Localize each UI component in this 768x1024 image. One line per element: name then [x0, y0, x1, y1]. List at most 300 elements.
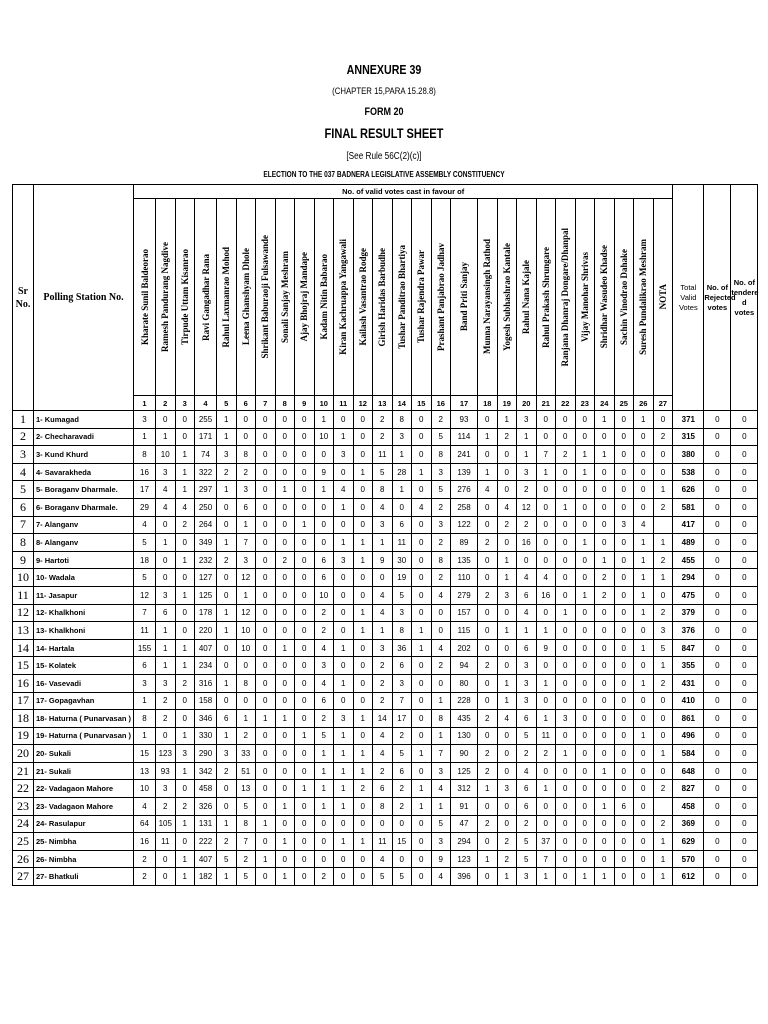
vote-count: 290 [195, 745, 217, 763]
candidate-name: Kailash Vasantrao Rodge [357, 248, 368, 346]
vote-count: 0 [478, 798, 498, 816]
vote-count: 4 [478, 481, 498, 499]
candidate-header [451, 199, 478, 396]
vote-count: 1 [175, 850, 195, 868]
vote-count: 8 [134, 446, 156, 464]
vote-count: 0 [353, 516, 373, 534]
vote-count: 1 [217, 411, 237, 429]
vote-count: 1 [431, 692, 451, 710]
vote-count: 2 [353, 780, 373, 798]
total-valid-votes: 538 [673, 463, 704, 481]
vote-count: 312 [451, 780, 478, 798]
vote-count: 3 [217, 446, 237, 464]
candidate-name: Tushar Panditrao Bhartiya [396, 244, 407, 350]
election-title: ELECTION TO THE 037 BADNERA LEGISLATIVE ASSEMBLY CONSTITUENCY [263, 170, 505, 179]
vote-count: 1 [334, 762, 354, 780]
candidate-name: Tushar Rajendra Pawar [416, 250, 427, 344]
total-valid-votes: 612 [673, 868, 704, 886]
vote-count: 3 [517, 411, 537, 429]
vote-count: 0 [614, 428, 634, 446]
vote-count: 0 [334, 850, 354, 868]
vote-count: 1 [653, 657, 673, 675]
tendered-votes: 0 [731, 798, 758, 816]
votes-banner: No. of valid votes cast in favour of [134, 185, 673, 199]
vote-count: 4 [334, 481, 354, 499]
vote-count: 2 [134, 868, 156, 886]
vote-count: 0 [478, 692, 498, 710]
vote-count: 1 [217, 868, 237, 886]
polling-station-name: 9- Hartoti [34, 551, 134, 569]
tendered-votes: 0 [731, 446, 758, 464]
total-valid-votes: 629 [673, 833, 704, 851]
vote-count: 5 [653, 639, 673, 657]
vote-count: 407 [195, 850, 217, 868]
vote-count: 2 [517, 481, 537, 499]
vote-count: 1 [334, 639, 354, 657]
vote-count: 1 [634, 534, 654, 552]
vote-count: 0 [175, 569, 195, 587]
vote-count: 1 [156, 622, 176, 640]
candidate-header [412, 199, 432, 396]
vote-count: 4 [373, 727, 393, 745]
vote-count: 0 [295, 657, 315, 675]
column-number: 20 [517, 396, 537, 411]
vote-count: 11 [373, 446, 393, 464]
vote-count: 1 [156, 639, 176, 657]
vote-count: 0 [614, 411, 634, 429]
vote-count: 0 [334, 463, 354, 481]
vote-count: 0 [256, 604, 276, 622]
vote-count: 1 [334, 727, 354, 745]
vote-count: 2 [478, 586, 498, 604]
serial-number: 25 [13, 833, 34, 851]
serial-number: 23 [13, 798, 34, 816]
vote-count: 4 [497, 710, 517, 728]
vote-count: 2 [595, 586, 615, 604]
vote-count: 3 [517, 463, 537, 481]
vote-count: 8 [373, 481, 393, 499]
column-number: 5 [217, 396, 237, 411]
vote-count: 0 [575, 622, 595, 640]
vote-count: 0 [275, 604, 295, 622]
vote-count: 0 [314, 850, 334, 868]
candidate-name: Ravi Gangadhar Rana [200, 253, 211, 341]
vote-count: 0 [256, 551, 276, 569]
polling-station-name: 4- Savarakheda [34, 463, 134, 481]
vote-count: 0 [556, 622, 576, 640]
vote-count: 1 [334, 745, 354, 763]
vote-count: 0 [634, 622, 654, 640]
vote-count: 0 [412, 534, 432, 552]
vote-count: 0 [295, 534, 315, 552]
vote-count: 241 [451, 446, 478, 464]
vote-count: 155 [134, 639, 156, 657]
vote-count: 0 [256, 762, 276, 780]
candidate-name: Band Priti Sanjay [459, 262, 469, 332]
vote-count: 17 [392, 710, 412, 728]
vote-count: 9 [373, 551, 393, 569]
vote-count: 0 [275, 815, 295, 833]
vote-count: 0 [175, 710, 195, 728]
vote-count: 0 [392, 850, 412, 868]
column-number: 6 [236, 396, 256, 411]
vote-count: 0 [595, 710, 615, 728]
vote-count: 407 [195, 639, 217, 657]
vote-count: 0 [295, 762, 315, 780]
vote-count: 0 [275, 516, 295, 534]
rejected-votes: 0 [704, 762, 731, 780]
vote-count: 0 [156, 516, 176, 534]
vote-count: 1 [334, 498, 354, 516]
vote-count: 0 [275, 692, 295, 710]
candidate-header [614, 199, 634, 396]
polling-station-name: 16- Vasevadi [34, 674, 134, 692]
vote-count: 1 [556, 604, 576, 622]
vote-count: 1 [517, 428, 537, 446]
vote-count: 4 [156, 481, 176, 499]
vote-count: 1 [353, 622, 373, 640]
vote-count: 12 [134, 586, 156, 604]
vote-count: 7 [536, 850, 556, 868]
vote-count: 0 [556, 534, 576, 552]
vote-count: 1 [634, 569, 654, 587]
vote-count: 0 [614, 551, 634, 569]
vote-count: 12 [517, 498, 537, 516]
vote-count: 1 [634, 604, 654, 622]
vote-count: 2 [653, 498, 673, 516]
serial-number: 15 [13, 657, 34, 675]
vote-count: 1 [334, 780, 354, 798]
vote-count: 0 [575, 815, 595, 833]
column-number: 12 [353, 396, 373, 411]
vote-count: 0 [412, 762, 432, 780]
form-number: FORM 20 [364, 106, 404, 118]
vote-count: 5 [517, 727, 537, 745]
vote-count: 2 [392, 780, 412, 798]
vote-count: 2 [373, 762, 393, 780]
vote-count: 0 [412, 850, 432, 868]
vote-count: 8 [134, 710, 156, 728]
total-valid-votes: 369 [673, 815, 704, 833]
vote-count: 0 [353, 639, 373, 657]
vote-count: 0 [595, 815, 615, 833]
vote-count: 12 [236, 569, 256, 587]
vote-count: 0 [412, 604, 432, 622]
column-number: 10 [314, 396, 334, 411]
vote-count [653, 516, 673, 534]
vote-count: 7 [236, 534, 256, 552]
vote-count: 0 [353, 569, 373, 587]
vote-count: 3 [556, 710, 576, 728]
candidate-name: Tirpude Uttam Kisanrao [179, 249, 190, 345]
vote-count: 139 [451, 463, 478, 481]
vote-count: 157 [451, 604, 478, 622]
vote-count: 0 [478, 622, 498, 640]
vote-count: 4 [431, 868, 451, 886]
vote-count: 8 [236, 815, 256, 833]
table-row [13, 780, 758, 798]
vote-count: 1 [314, 411, 334, 429]
serial-number: 5 [13, 481, 34, 499]
vote-count: 1 [217, 604, 237, 622]
vote-count: 2 [236, 850, 256, 868]
tendered-votes: 0 [731, 463, 758, 481]
vote-count: 0 [392, 498, 412, 516]
vote-count: 3 [517, 657, 537, 675]
vote-count: 0 [275, 569, 295, 587]
vote-count: 0 [614, 446, 634, 464]
rejected-votes: 0 [704, 569, 731, 587]
vote-count: 0 [634, 798, 654, 816]
vote-count: 0 [556, 727, 576, 745]
vote-count: 0 [295, 481, 315, 499]
vote-count: 130 [451, 727, 478, 745]
vote-count: 6 [156, 604, 176, 622]
vote-count: 0 [595, 850, 615, 868]
vote-count: 10 [134, 780, 156, 798]
vote-count: 4 [634, 516, 654, 534]
vote-count: 1 [314, 798, 334, 816]
vote-count: 5 [431, 481, 451, 499]
total-valid-votes-header: Total Valid Votes [673, 185, 704, 411]
vote-count: 1 [175, 586, 195, 604]
vote-count: 0 [217, 586, 237, 604]
vote-count: 12 [236, 604, 256, 622]
vote-count: 0 [275, 850, 295, 868]
vote-count: 0 [156, 868, 176, 886]
vote-count: 10 [236, 639, 256, 657]
tendered-votes: 0 [731, 411, 758, 429]
vote-count: 0 [575, 498, 595, 516]
vote-count: 1 [334, 674, 354, 692]
candidate-name: Rahul Nana Kajale [521, 259, 532, 334]
candidate-header [217, 199, 237, 396]
rejected-votes: 0 [704, 534, 731, 552]
vote-count: 0 [275, 586, 295, 604]
vote-count: 2 [134, 850, 156, 868]
vote-count: 0 [175, 534, 195, 552]
vote-count: 3 [334, 446, 354, 464]
column-number: 11 [334, 396, 354, 411]
vote-count: 0 [314, 446, 334, 464]
vote-count: 1 [175, 815, 195, 833]
vote-count: 0 [575, 780, 595, 798]
vote-count: 5 [134, 569, 156, 587]
vote-count: 250 [195, 498, 217, 516]
vote-count: 3 [156, 463, 176, 481]
vote-count: 3 [431, 463, 451, 481]
rejected-votes: 0 [704, 815, 731, 833]
vote-count: 0 [595, 657, 615, 675]
vote-count: 458 [195, 780, 217, 798]
vote-count: 0 [236, 692, 256, 710]
vote-count: 1 [412, 745, 432, 763]
vote-count: 2 [653, 674, 673, 692]
polling-station-name: 2- Checharavadi [34, 428, 134, 446]
vote-count: 4 [517, 762, 537, 780]
vote-count: 1 [217, 674, 237, 692]
vote-count: 3 [236, 481, 256, 499]
vote-count: 1 [217, 727, 237, 745]
vote-count: 326 [195, 798, 217, 816]
vote-count: 36 [392, 639, 412, 657]
tendered-votes: 0 [731, 692, 758, 710]
vote-count: 10 [314, 586, 334, 604]
vote-count: 0 [156, 411, 176, 429]
vote-count: 1 [595, 411, 615, 429]
vote-count: 0 [256, 745, 276, 763]
vote-count: 0 [575, 657, 595, 675]
vote-count: 0 [556, 850, 576, 868]
vote-count: 0 [575, 604, 595, 622]
vote-count: 0 [497, 815, 517, 833]
table-row [13, 762, 758, 780]
candidate-name: Shridhar Wasudeo Khadse [599, 245, 610, 349]
vote-count: 0 [353, 850, 373, 868]
vote-count: 0 [275, 762, 295, 780]
vote-count: 0 [556, 551, 576, 569]
vote-count: 0 [595, 692, 615, 710]
vote-count: 33 [236, 745, 256, 763]
vote-count: 0 [295, 622, 315, 640]
candidate-name: Vijay Manohar Shrivas [579, 251, 590, 342]
vote-count: 0 [556, 463, 576, 481]
vote-count: 10 [314, 428, 334, 446]
polling-station-name: 21- Sukali [34, 762, 134, 780]
vote-count: 0 [614, 745, 634, 763]
vote-count: 0 [556, 569, 576, 587]
vote-count: 4 [517, 604, 537, 622]
candidate-name: Kharate Sunil Baldeorao [139, 248, 150, 345]
vote-count: 0 [536, 657, 556, 675]
vote-count: 0 [575, 428, 595, 446]
polling-station-name: 1- Kumagad [34, 411, 134, 429]
chapter-reference: (CHAPTER 15,PARA 15.28.8) [332, 86, 436, 97]
vote-count: 0 [653, 463, 673, 481]
total-valid-votes: 581 [673, 498, 704, 516]
table-row [13, 428, 758, 446]
vote-count: 349 [195, 534, 217, 552]
vote-count: 110 [451, 569, 478, 587]
tendered-votes: 0 [731, 850, 758, 868]
vote-count: 3 [175, 745, 195, 763]
vote-count: 0 [275, 446, 295, 464]
vote-count: 0 [175, 692, 195, 710]
serial-number: 24 [13, 815, 34, 833]
vote-count: 0 [595, 534, 615, 552]
vote-count: 1 [353, 710, 373, 728]
vote-count: 0 [634, 498, 654, 516]
tendered-votes: 0 [731, 481, 758, 499]
vote-count: 0 [497, 762, 517, 780]
vote-count: 0 [595, 674, 615, 692]
vote-count: 330 [195, 727, 217, 745]
vote-count: 2 [653, 780, 673, 798]
vote-count: 0 [556, 411, 576, 429]
tendered-votes: 0 [731, 534, 758, 552]
polling-station-name: 15- Kolatek [34, 657, 134, 675]
vote-count: 0 [614, 850, 634, 868]
vote-count: 1 [334, 534, 354, 552]
rejected-votes: 0 [704, 745, 731, 763]
vote-count: 0 [595, 833, 615, 851]
total-valid-votes: 570 [673, 850, 704, 868]
table-row [13, 516, 758, 534]
polling-station-name: 27- Bhatkuli [34, 868, 134, 886]
vote-count: 47 [451, 815, 478, 833]
vote-count: 0 [614, 481, 634, 499]
vote-count: 0 [275, 657, 295, 675]
candidate-name: Ramesh Pandurang Nagdive [160, 241, 171, 352]
vote-count: 3 [236, 551, 256, 569]
vote-count: 3 [517, 692, 537, 710]
table-row [13, 833, 758, 851]
vote-count: 0 [314, 534, 334, 552]
candidate-name: NOTA [657, 284, 668, 310]
serial-number: 8 [13, 534, 34, 552]
candidate-name: Prashant Panjabrao Jadhav [435, 242, 446, 351]
vote-count: 0 [614, 498, 634, 516]
rejected-votes: 0 [704, 868, 731, 886]
candidate-header [236, 199, 256, 396]
vote-count: 3 [217, 745, 237, 763]
column-number: 9 [295, 396, 315, 411]
vote-count: 91 [451, 798, 478, 816]
vote-count: 0 [256, 798, 276, 816]
vote-count: 131 [195, 815, 217, 833]
vote-count: 7 [536, 446, 556, 464]
vote-count: 316 [195, 674, 217, 692]
vote-count: 0 [575, 692, 595, 710]
table-row [13, 481, 758, 499]
vote-count: 0 [575, 569, 595, 587]
vote-count: 182 [195, 868, 217, 886]
vote-count: 1 [295, 727, 315, 745]
vote-count: 3 [431, 762, 451, 780]
vote-count: 3 [156, 780, 176, 798]
total-valid-votes: 455 [673, 551, 704, 569]
polling-station-name: 20- Sukali [34, 745, 134, 763]
vote-count: 1 [256, 850, 276, 868]
vote-count: 0 [595, 622, 615, 640]
vote-count: 0 [536, 692, 556, 710]
vote-count: 0 [275, 411, 295, 429]
vote-count: 0 [353, 727, 373, 745]
vote-count: 2 [156, 710, 176, 728]
vote-count: 1 [595, 868, 615, 886]
vote-count: 0 [334, 604, 354, 622]
vote-count: 1 [392, 481, 412, 499]
column-number: 24 [595, 396, 615, 411]
vote-count: 2 [217, 762, 237, 780]
vote-count: 2 [217, 463, 237, 481]
candidate-name: Leena Ghanshyam Dhole [240, 248, 251, 346]
polling-station-name: 14- Hartala [34, 639, 134, 657]
vote-count: 1 [373, 622, 393, 640]
vote-count: 6 [217, 710, 237, 728]
rejected-votes: 0 [704, 463, 731, 481]
vote-count: 0 [634, 428, 654, 446]
total-valid-votes: 431 [673, 674, 704, 692]
rejected-votes-header: No. of Rejected votes [704, 185, 731, 411]
vote-count: 0 [314, 833, 334, 851]
vote-count: 0 [412, 692, 432, 710]
vote-count: 0 [156, 850, 176, 868]
vote-count: 1 [353, 534, 373, 552]
tendered-votes: 0 [731, 586, 758, 604]
vote-count: 294 [451, 833, 478, 851]
rejected-votes: 0 [704, 428, 731, 446]
